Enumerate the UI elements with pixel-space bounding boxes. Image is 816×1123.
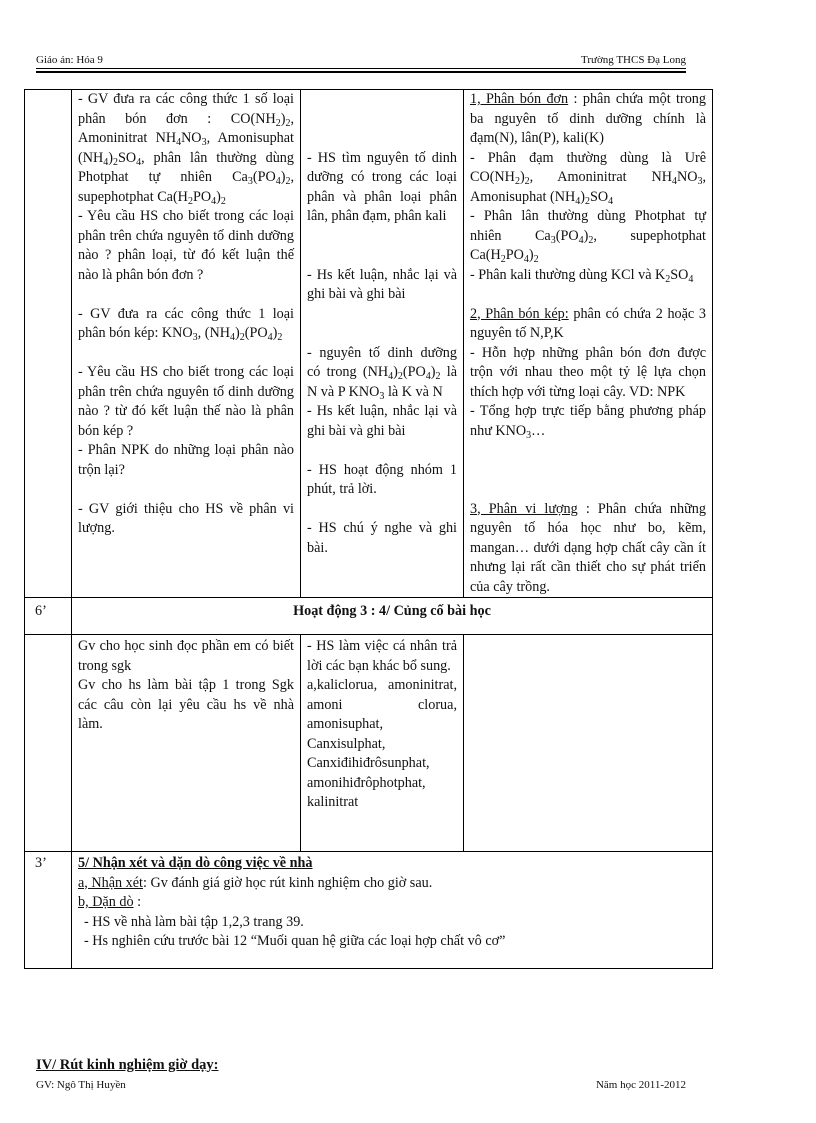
- spacer: [78, 344, 294, 364]
- paragraph: - HS làm việc cá nhân trả lời các bạn khác bổ sung.: [307, 638, 457, 674]
- spacer: [470, 480, 706, 500]
- spacer: [307, 305, 457, 325]
- paragraph: 2, Phân bón kép: phân có chứa 2 hoặc 3 nguyên tố N,P,K: [470, 305, 706, 341]
- activity-title: Hoạt động 3 : 4/ Củng cố bài học: [72, 598, 713, 635]
- assignment-text: :: [133, 894, 142, 910]
- header-rule: [36, 68, 686, 69]
- review-label: a, Nhận xét: [78, 874, 144, 891]
- homework-cell: [72, 852, 713, 969]
- time-cell: 3’: [25, 852, 72, 969]
- header-left: Giáo án: Hóa 9: [36, 54, 103, 66]
- lesson-content-cell: [464, 90, 713, 598]
- lesson-content-cell: [464, 635, 713, 852]
- spacer: [307, 90, 457, 110]
- paragraph: - Hỗn hợp những phân bón đơn được trộn với nhau theo một tỷ lệ lựa chọn thích hợp với từng loại cây. VD: NPK: [470, 344, 706, 400]
- time-cell: 6’: [25, 598, 72, 635]
- spacer: [307, 110, 457, 130]
- footer-left: GV: Ngô Thị Huyền: [36, 1079, 126, 1091]
- paragraph: - HS hoạt động nhóm 1 phút, trả lời.: [307, 461, 457, 497]
- paragraph: - Hs kết luận, nhắc lại và ghi bài và ghi bài: [307, 403, 457, 439]
- paragraph: - Yêu cầu HS cho biết trong các loại phân trên chứa nguyên tố dinh dưỡng nào ? phân loại, từ đó kết luận thế nào là phân bón đơn ?: [78, 208, 294, 283]
- header-right: Trường THCS Đạ Long: [581, 54, 686, 66]
- spacer: [307, 324, 457, 344]
- homework-title: 5/ Nhận xét và dặn dò công việc về nhà: [78, 855, 313, 871]
- paragraph: Gv cho học sinh đọc phần em có biết trong sgk: [78, 638, 294, 674]
- paragraph: 1, Phân bón đơn : phân chứa một trong ba nguyên tố dinh dưỡng chính là đạm(N), lân(P), kali(K): [470, 91, 706, 146]
- spacer: [470, 441, 706, 461]
- activity-row: [25, 90, 713, 598]
- paragraph: - Tổng hợp trực tiếp bằng phương pháp như $KNO_3\dots$: [470, 403, 706, 441]
- teacher-activity-cell: [72, 635, 301, 852]
- spacer: [78, 480, 294, 500]
- paragraph: - GV đưa ra các công thức 1 loại phân bón kép: $KNO_3$, $(NH_4)_2(PO_4)_2$: [78, 305, 294, 343]
- paragraph: - HS chú ý nghe và ghi bài.: [307, 520, 457, 556]
- homework-list: [78, 913, 706, 952]
- spacer: [307, 227, 457, 247]
- time-cell: [25, 90, 72, 598]
- paragraph: - GV giới thiệu cho HS về phân vi lượng.: [78, 500, 294, 536]
- footer-right: Năm học 2011-2012: [595, 1079, 686, 1091]
- paragraph: - HS tìm nguyên tố dinh dưỡng có trong các loại phân và phân loại phân lân, phân đạm, phân kali: [307, 149, 457, 224]
- paragraph: - GV đưa ra các công thức 1 số loại phân bón đơn : $CO(NH_2)_2$, Amoninitrat $NH_4NO_3$, Amonisuphat $(NH_4)_2SO_4$, phân lân thường dùng Photphat tự nhiên $Ca_3(PO_4)_2$, supephotphat $Ca(H_2PO_4)_2$: [78, 91, 294, 207]
- spacer: [307, 129, 457, 149]
- spacer: [470, 285, 706, 305]
- assignment-label: b, Dặn dò: [78, 894, 134, 910]
- paragraph: - Phân NPK do những loại phân nào trộn lại?: [78, 442, 294, 478]
- lesson-table: [24, 89, 713, 969]
- spacer: [307, 500, 457, 520]
- assignment-line: [78, 893, 706, 913]
- review-line: [78, 874, 706, 894]
- paragraph: - nguyên tố dinh dưỡng có trong $(NH_4)_2(PO_4)_2$ là N và P $KNO_3$ là K và N: [307, 344, 457, 402]
- spacer: [307, 441, 457, 461]
- paragraph: a,kaliclorua, amoninitrat, amoni clorua, amonisuphat, Canxisulphat, Canxiđihiđrôsunphat, amonihiđrôphotphat, kalinitrat: [307, 677, 457, 810]
- page-footer: [36, 1079, 686, 1091]
- spacer: [78, 285, 294, 305]
- paragraph: - Hs kết luận, nhắc lại và ghi bài và ghi bài: [307, 266, 457, 302]
- time-cell: [25, 635, 72, 852]
- paragraph: Gv cho hs làm bài tập 1 trong Sgk các câu còn lại yêu cầu hs về nhà làm.: [78, 677, 294, 732]
- review-text: : Gv đánh giá giờ học rút kinh nghiệm cho giờ sau.: [143, 874, 433, 891]
- paragraph: - Phân lân thường dùng Photphat tự nhiên $Ca_3(PO_4)_2$, supephotphat $Ca(H_2PO_4)_2$: [470, 208, 706, 265]
- experience-heading: IV/ Rút kinh nghiệm giờ dạy:: [36, 1057, 219, 1073]
- homework-row: [25, 852, 713, 969]
- paragraph: - Phân kali thường dùng KCl và $K_2SO_4$: [470, 266, 694, 285]
- paragraph: 3, Phân vi lượng : Phân chứa những nguyên tố hóa học như bo, kẽm, mangan… dưới dạng hợp chất cây cần ít nhưng lại rất cần thiết cho sự phát triển của cây trồng.: [470, 500, 706, 595]
- paragraph: - HS về nhà làm bài tập 1,2,3 trang 39.: [84, 913, 304, 930]
- spacer: [470, 461, 706, 481]
- student-activity-cell: [301, 635, 464, 852]
- activity-header-row: [25, 598, 713, 635]
- page-header: [36, 54, 686, 66]
- consolidation-row: [25, 635, 713, 852]
- paragraph: - Hs nghiên cứu trước bài 12 “Muối quan hệ giữa các loại hợp chất vô cơ”: [84, 933, 506, 949]
- paragraph: - Yêu cầu HS cho biết trong các loại phân trên chứa nguyên tố dinh dưỡng nào ? từ đó kết luận thế nào là phân bón kép ?: [78, 364, 294, 439]
- paragraph: - Phân đạm thường dùng là Urê $CO(NH_2)_2$, Amoninitrat $NH_4NO_3$, Amonisuphat $(NH_4)_2SO_4$: [470, 149, 706, 207]
- spacer: [307, 246, 457, 266]
- teacher-activity-cell: [72, 90, 301, 598]
- student-activity-cell: [301, 90, 464, 598]
- header-rule-thick: [36, 71, 686, 73]
